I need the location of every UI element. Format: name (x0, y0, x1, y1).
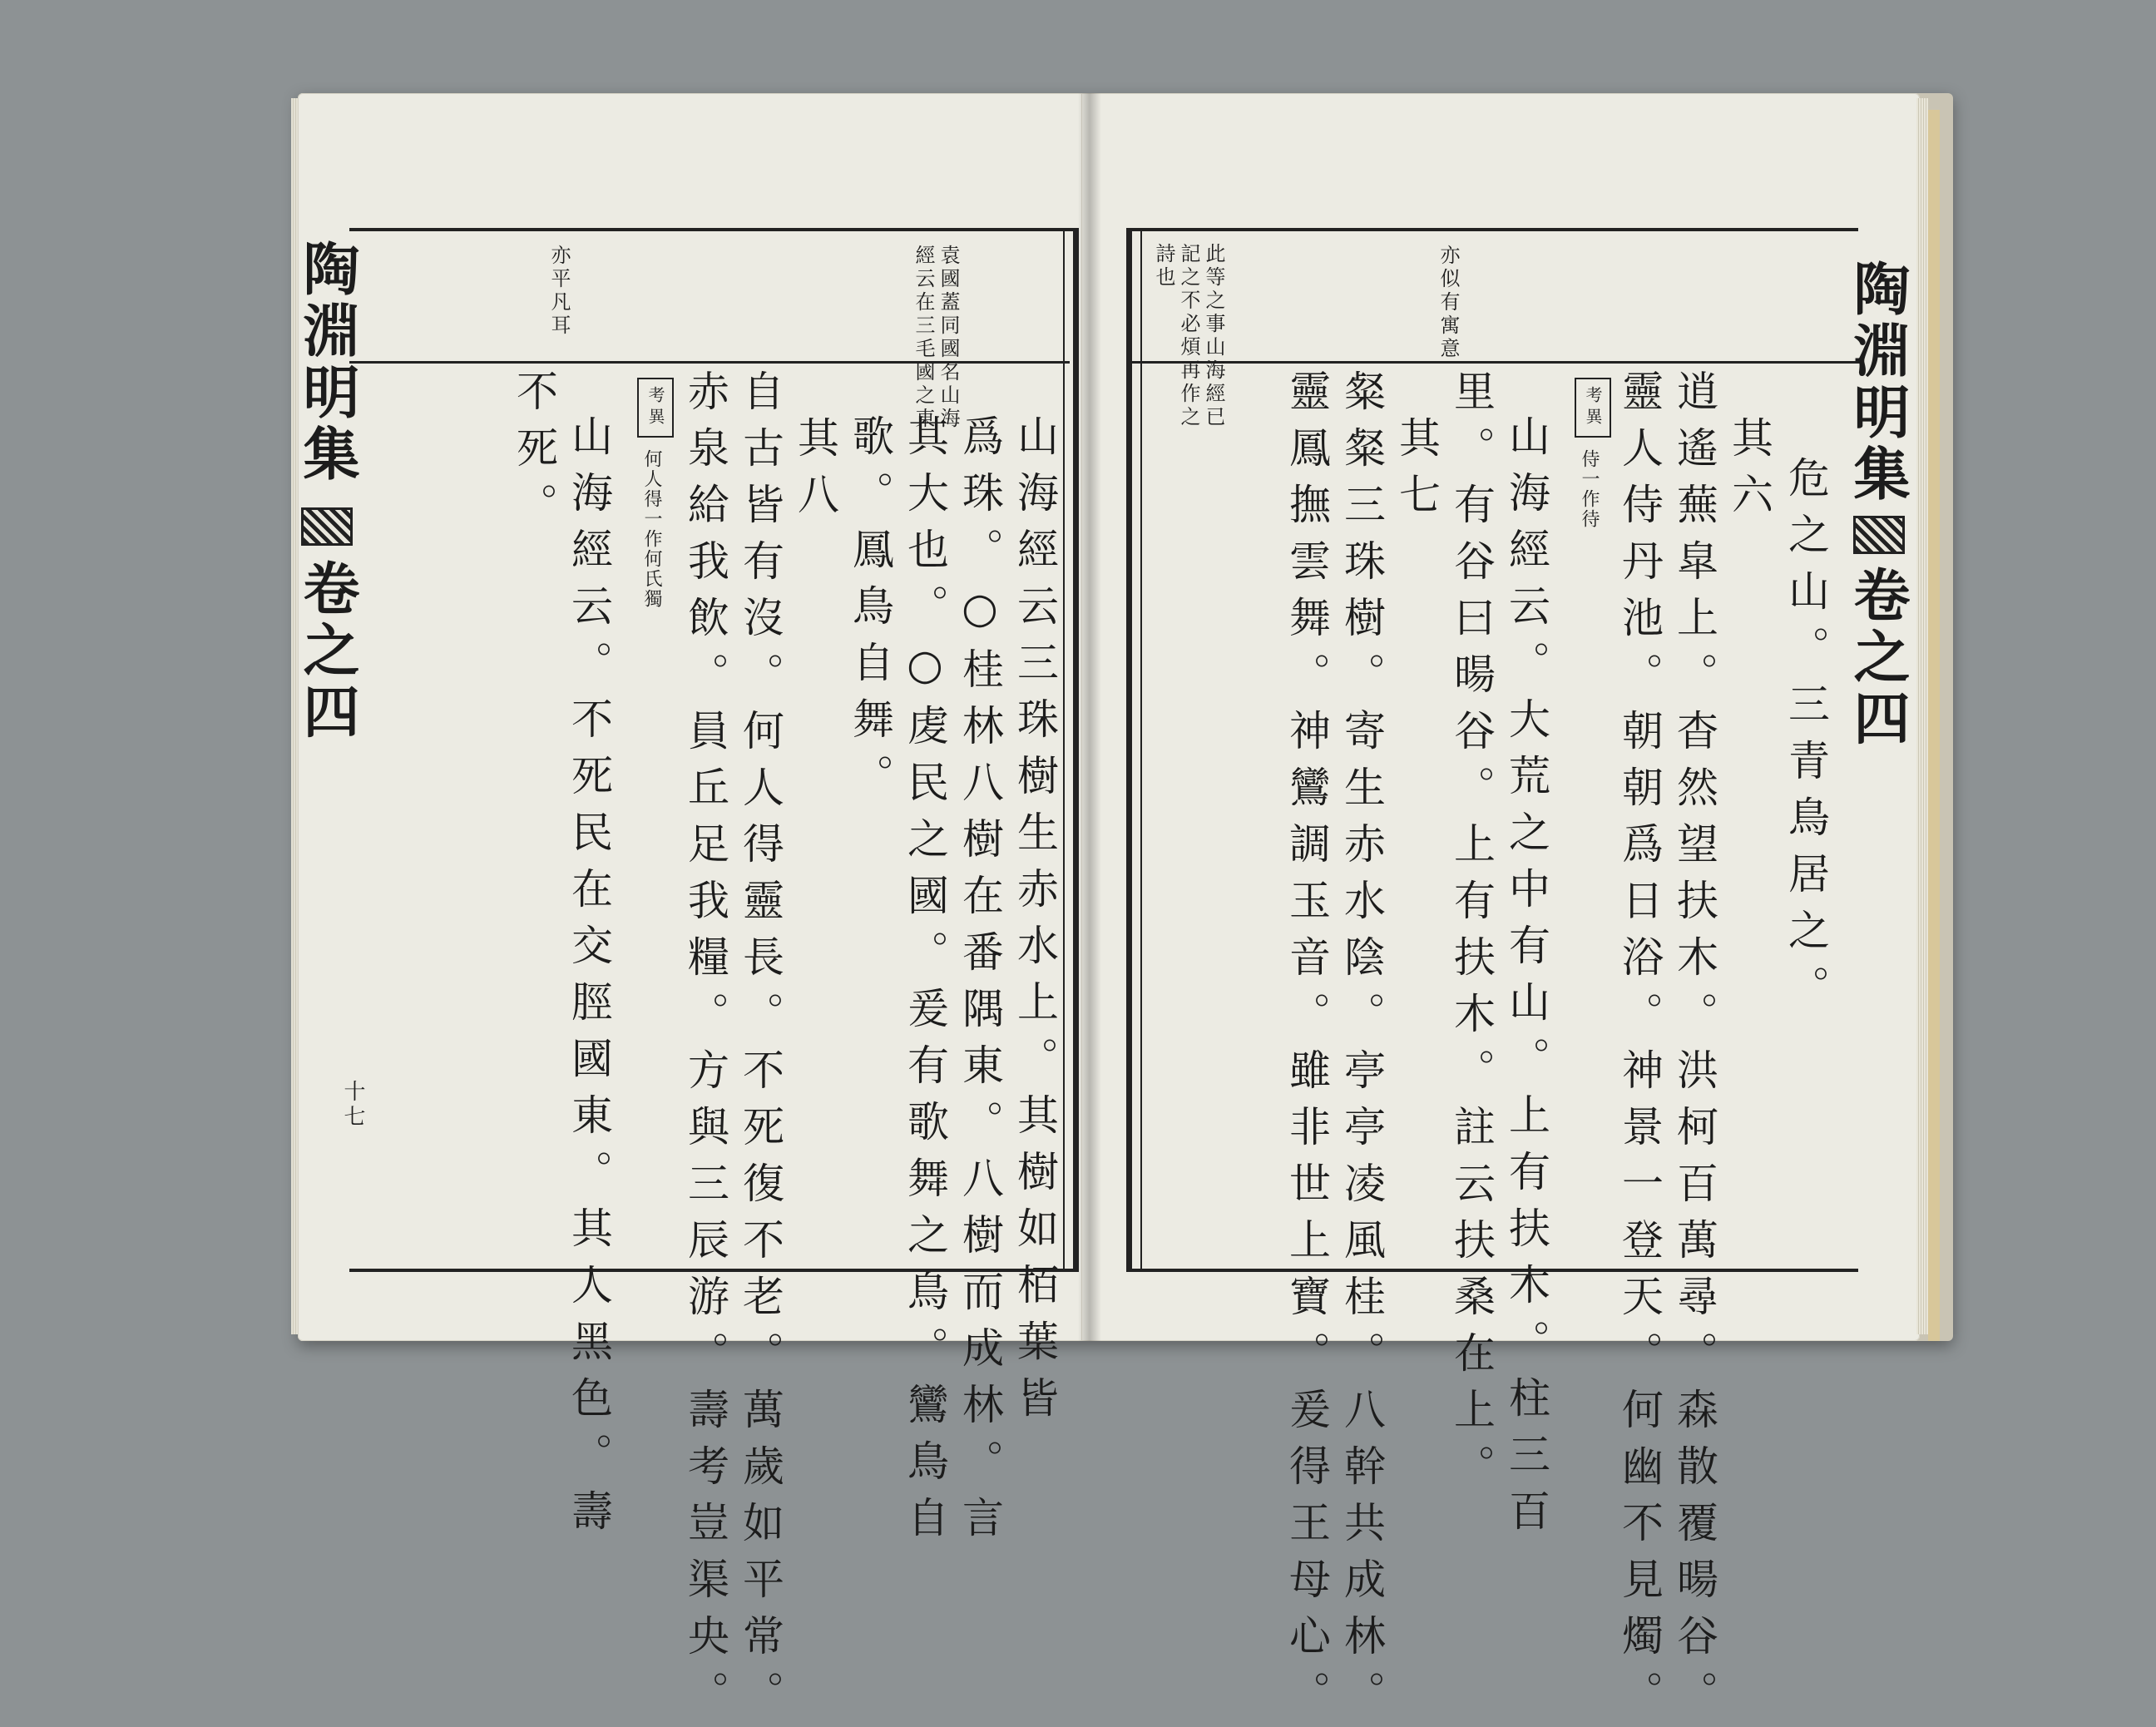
right-page-frame (1126, 228, 1858, 1727)
left-col-2: 爲珠。○桂林八樹在番隅東。八樹而成林。言 (956, 414, 1004, 1552)
right-kao-bracket: 考異 (1575, 378, 1611, 438)
book-gutter-shadow (1078, 93, 1101, 1341)
left-headnote-3: 經云在三毛國之東 (912, 245, 935, 431)
left-page-number: 十七 (340, 1080, 365, 1130)
open-book (294, 93, 1953, 1727)
right-col-7: 里。有谷曰暘谷。上有扶木。註云扶桑在上。 (1447, 369, 1496, 1501)
left-poem-title-8: 其八 (791, 416, 839, 529)
right-headnote-1: 亦似有寓意 (1437, 245, 1460, 361)
right-col-10: 靈鳳撫雲舞。神鸞調玉音。雖非世上寶。爰得王母心。 (1283, 369, 1331, 1727)
left-kao-bracket: 考異 (637, 378, 674, 438)
right-poem-title-7: 其七 (1392, 416, 1441, 529)
left-col-3: 其大也。○䖍民之國。爰有歌舞之鳥。鸞鳥自 (901, 414, 949, 1552)
left-col-1: 山海經云三珠樹生赤水上。其樹如栢葉皆 (1011, 414, 1059, 1433)
left-page-frame (349, 228, 1079, 1727)
right-frame-inner-line (1140, 231, 1142, 1269)
left-frame-inner-line (1063, 231, 1065, 1269)
right-fishtail-ornament (1853, 516, 1905, 554)
left-col-7: 赤泉給我飲。員丘足我糧。方與三辰游。壽考豈渠央。 (681, 369, 729, 1727)
left-col-6: 自古皆有沒。何人得靈長。不死復不老。萬歲如平常。 (736, 369, 784, 1727)
left-page (294, 93, 1092, 1727)
right-headnote-4: 詩也 (1152, 243, 1175, 289)
left-volume-label: 卷之四 (294, 559, 360, 744)
left-header-divider (349, 361, 1070, 364)
right-volume-label: 卷之四 (1844, 566, 1911, 750)
left-fishtail-ornament (301, 507, 353, 546)
left-col-4: 歌。鳳鳥自舞。 (846, 414, 894, 810)
book-cover-edge (1928, 110, 1940, 1341)
right-col-1: 危之山。三青鳥居之。 (1782, 456, 1830, 1022)
right-col-3: 逍遙蕪皐上。杳然望扶木。洪柯百萬尋。森散覆暘谷。 (1670, 369, 1718, 1727)
page-edges-right (1916, 98, 1928, 1334)
right-page (1081, 93, 1920, 1727)
right-col-9: 粲粲三珠樹。寄生赤水陰。亭亭凌風桂。八幹共成林。 (1338, 369, 1386, 1727)
left-headnote-2: 袁國蓋同國名山海 (937, 245, 960, 431)
right-headnote-2: 此等之事山海經已 (1202, 243, 1225, 429)
right-col-4: 靈人侍丹池。朝朝爲日浴。神景一登天。何幽不見燭。 (1615, 369, 1664, 1727)
right-variant-note: 侍一作待 (1579, 449, 1600, 529)
right-poem-title-6: 其六 (1725, 416, 1773, 529)
right-headnote-3: 記之不必煩再作之 (1177, 243, 1200, 429)
right-col-6: 山海經云。大荒之中有山。上有扶木。柱三百 (1502, 414, 1550, 1546)
left-running-title: 陶淵明集 (294, 240, 360, 486)
left-headnote-1: 亦平凡耳 (547, 245, 571, 338)
left-variant-note: 何人得一作何氏獨 (641, 449, 662, 609)
left-col-9: 山海經云。不死民在交脛國東。其人黑色。壽 (565, 414, 613, 1546)
left-col-10: 不死。 (510, 369, 558, 539)
right-running-title: 陶淵明集 (1844, 260, 1911, 506)
right-header-divider (1132, 361, 1864, 364)
